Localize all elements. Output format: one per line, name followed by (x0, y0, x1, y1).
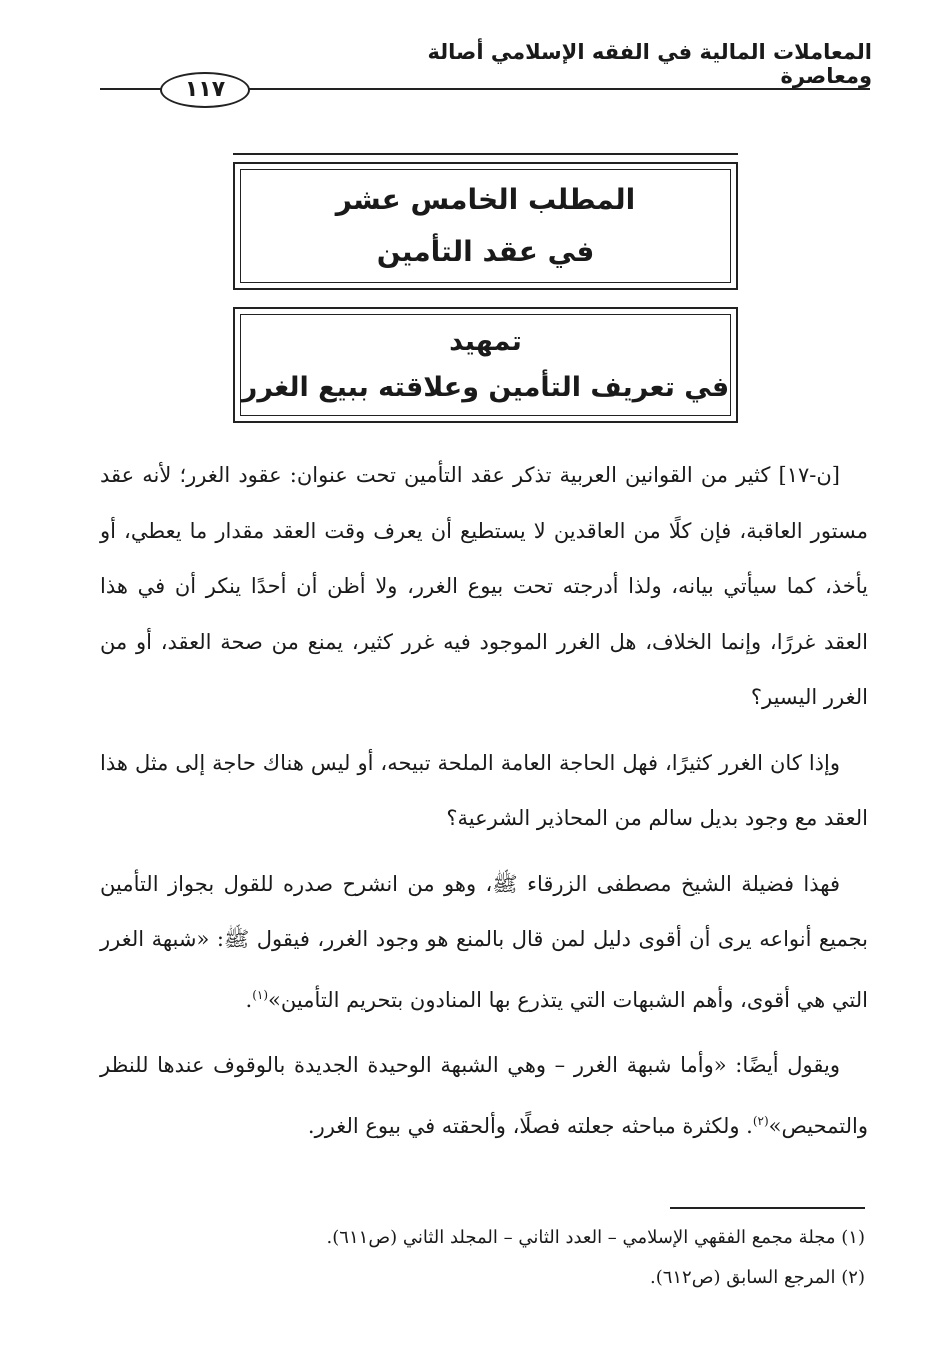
section-heading-line1: المطلب الخامس عشر (335, 183, 636, 216)
footnote-ref-2[interactable]: (٢) (752, 1113, 769, 1128)
paragraph-4 (100, 1038, 868, 1154)
footnote-2: (٢) المرجع السابق (ص٦١٢). (649, 1267, 865, 1288)
paragraph-1: [ن-١٧] كثير من القوانين العربية تذكر عقد التأمين تحت عنوان: عقود الغرر؛ لأنه عقد مستور العاقبة، فإن كلًا من العاقدين لا يستطيع أن يعرف وقت العقد مقدار ما يعطي، أو يأخذ، كما سيأتي بيانه، ولذا أدرجته تحت بيوع الغرر، ولا أظن أن أحدًا ينكر أن في هذا العقد غررًا، وإنما الخلاف، هل الغرر الموجود فيه غرر كثير، يمنع من صحة العقد، أو من الغرر اليسير؟ (100, 463, 868, 709)
paragraph-4-end: . ولكثرة مباحثه جعلته فصلًا، وألحقته في بيوع الغرر. (307, 1113, 753, 1138)
running-header: المعاملات المالية في الفقه الإسلامي أصالة ومعاصرة (427, 40, 872, 88)
decorative-rule (233, 153, 738, 155)
body-text (100, 448, 868, 1154)
paragraph-3-text: فهذا فضيلة الشيخ مصطفى الزرقاء ﷺ، وهو من انشرح صدره للقول بجواز التأمين بجميع أنواعه يرى أن أقوى دليل لمن قال بالمنع هو وجود الغرر، فيقول ﷺ: «شبهة الغرر التي هي أقوى، وأهم الشبهات التي يتذرع بها المنادون بتحريم التأمين» (100, 871, 868, 1012)
footnotes (105, 1218, 865, 1298)
paragraph-3-end: . (245, 987, 253, 1012)
footnote-ref-1[interactable]: (١) (252, 987, 269, 1002)
page-number: ١١٧ (160, 72, 250, 108)
paragraph-4-text: ويقول أيضًا: «وأما شبهة الغرر – وهي الشبهة الوحيدة الجديدة بالوقوف عندها للنظر والتمحيص» (100, 1053, 868, 1138)
section-heading-line2: في عقد التأمين (376, 235, 595, 268)
paragraph-3 (100, 857, 868, 1029)
footnote-1: (١) مجلة مجمع الفقهي الإسلامي – العدد الثاني – المجلد الثاني (ص٦١١). (326, 1227, 865, 1248)
subsection-heading-box (233, 307, 738, 423)
subsection-heading-line2: في تعريف التأمين وعلاقته ببيع الغرر (241, 372, 730, 403)
section-heading-box (233, 162, 738, 290)
paragraph-2: وإذا كان الغرر كثيرًا، فهل الحاجة العامة الملحة تبيحه، أو ليس هناك حاجة إلى مثل هذا العقد مع وجود بديل سالم من المحاذير الشرعية؟ (100, 750, 868, 830)
footnote-rule (670, 1207, 865, 1209)
subsection-heading-line1: تمهيد (449, 326, 522, 357)
